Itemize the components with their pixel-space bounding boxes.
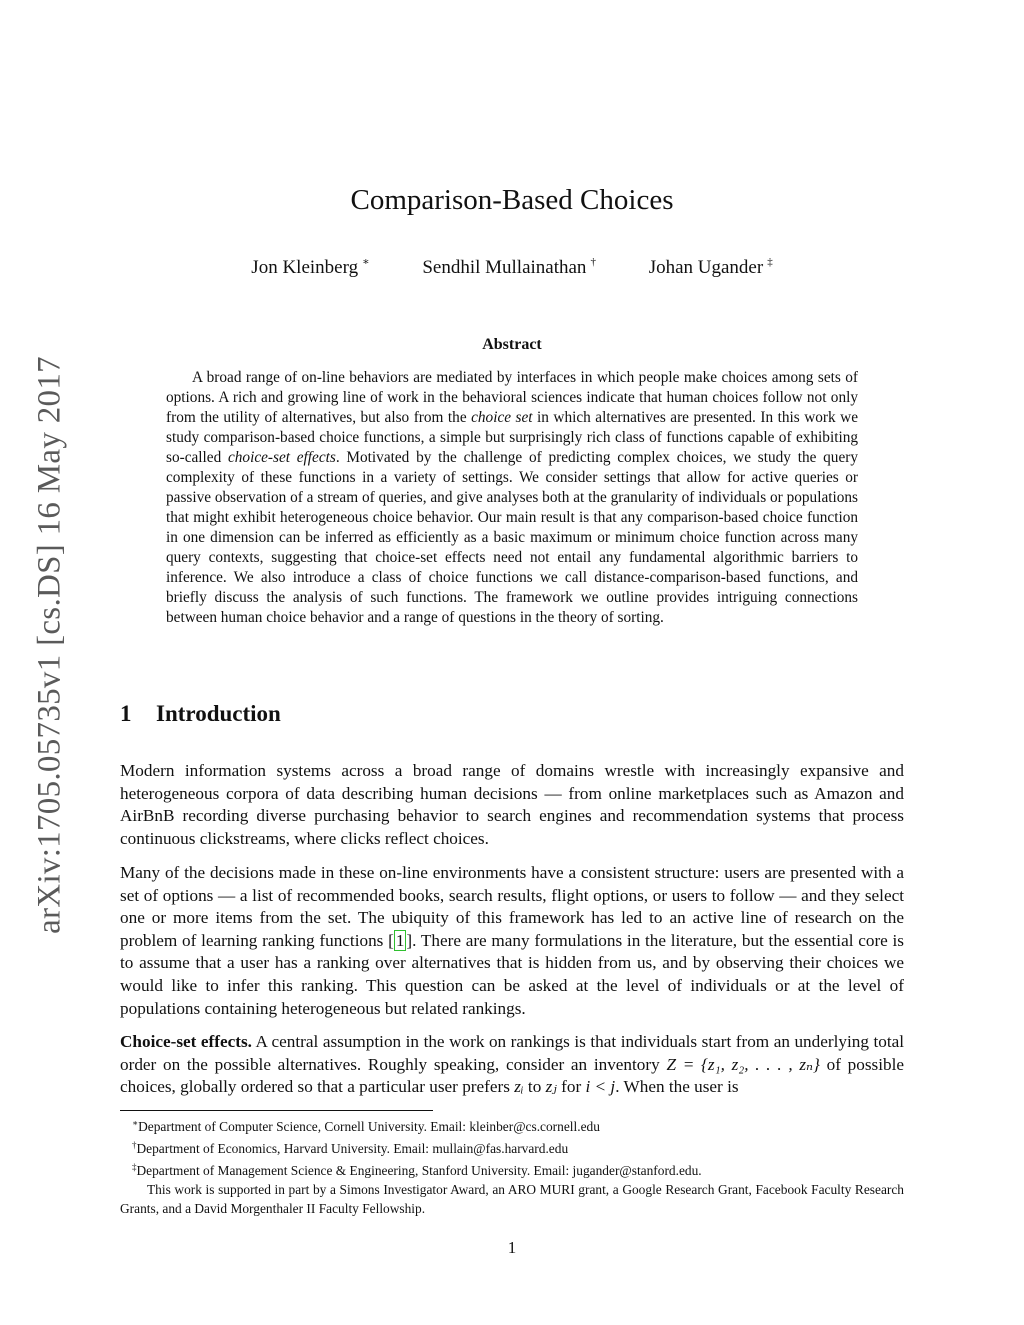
math-expression: zⱼ (545, 1077, 557, 1097)
math-expression: zᵢ (514, 1077, 524, 1097)
math-expression: Z = {z₁, z₂, . . . , zₙ} (666, 1054, 820, 1074)
abstract-segment: in which alternatives are presented. In this work we study comparison-based choice functions, a simple but surprisingly rich class of functions capable of exhibiting so-called (166, 409, 858, 466)
footnote-mark: ∗ (132, 1118, 139, 1128)
abstract-heading: Abstract (482, 336, 542, 353)
footnote (120, 1158, 904, 1180)
author-footnote-mark: ∗ (362, 256, 370, 268)
paragraph-segment: for (556, 1077, 586, 1097)
abstract-segment: A broad range of on-line behaviors are mediated by interfaces in which people make choices among sets of options. A rich and growing line of work in the behavioral sciences indicate that human choices follow not only from the utility of alternatives, but also from the (166, 369, 858, 426)
citation-link[interactable]: 1 (395, 930, 405, 950)
abstract-text (166, 368, 858, 628)
footnote-divider (120, 1110, 433, 1111)
author-footnote-mark: ‡ (767, 256, 773, 268)
footnote-mark: ‡ (132, 1162, 137, 1172)
paragraph (120, 862, 904, 1020)
paragraph-segment: . When the user is (615, 1077, 739, 1097)
author (251, 255, 369, 279)
paragraph-segment: ]. There are many formulations in the literature, but the essential core is to assume that a user has a ranking over alternatives that is hidden from us, and by observing their choices we would like to infer this ranking. This question can be asked at the level of individuals or at the level of populations containing heterogeneous but related rankings. (120, 930, 905, 1018)
funding-note: This work is supported in part by a Simons Investigator Award, an ARO MURI grant, a Google Research Grant, Facebook Faculty Research Grants, and a David Morgenthaler II Faculty Fellowship. (120, 1182, 904, 1216)
paragraph: Modern information systems across a broad range of domains wrestle with increasingly expansive and heterogeneous corpora of data describing human decisions — from online marketplaces such as Amazon and AirBnB recording diverse purchasing behavior to search engines and recommendation systems that process continuous clickstreams, where clicks reflect choices. (120, 761, 904, 848)
abstract-segment: . Motivated by the challenge of predicting complex choices, we study the query complexity of these functions in a variety of settings. We consider settings that allow for active queries or passive observation of a stream of queries, and give analyses both at the granularity of individuals or populations that might exhibit heterogeneous choice behavior. Our main result is that any comparison-based choice function in one dimension can be inferred as efficiently as a basic maximum or minimum choice function across many query contexts, suggesting that choice-set effects need not entail any fundamental algorithmic barriers to inference. We also introduce a class of choice functions we call distance-comparison-based functions, and briefly discuss the analysis of such functions. The framework we outline provides intriguing connections between human choice behavior and a range of questions in the theory of sorting. (166, 449, 858, 626)
section-title: Introduction (156, 701, 281, 726)
author-list (0, 255, 1024, 279)
paragraph-lead: Choice-set effects. (120, 1032, 252, 1051)
author-footnote-mark: † (590, 256, 596, 268)
paragraph-segment: Many of the decisions made in these on-line environments have a consistent structure: users are presented with a set of options — a list of recommended books, search results, flight options, or users to follow — and they select one or more items from the set. The ubiquity of this framework has led to an active line of research on the problem of learning ranking functions [ (120, 863, 904, 950)
paragraph-segment: A central assumption in the work on rankings is that individuals start from an underlying total order on the possible alternatives. Roughly speaking, consider an inventory (120, 1032, 905, 1074)
footnotes (120, 1114, 904, 1218)
section-heading-introduction (120, 701, 281, 727)
paragraph (120, 1031, 904, 1099)
abstract-emphasis: choice set (471, 409, 533, 426)
footnote-text: Department of Economics, Harvard University. Email: mullain@fas.harvard.edu (136, 1141, 569, 1156)
math-expression: i < j (585, 1077, 616, 1097)
footnote-text: Department of Computer Science, Cornell University. Email: kleinber@cs.cornell.edu (138, 1119, 600, 1134)
author-name: Jon Kleinberg (251, 257, 359, 278)
author (422, 256, 596, 279)
abstract-emphasis: choice-set effects (227, 449, 336, 466)
footnote-mark: † (132, 1140, 137, 1150)
paper-title: Comparison-Based Choices (350, 184, 674, 216)
arxiv-identifier: arXiv:1705.05735v1 [cs.DS] 16 May 2017 (31, 356, 68, 934)
paragraph-segment: of possible choices, globally ordered so that a particular user prefers (120, 1054, 905, 1097)
section-number: 1 (120, 701, 132, 726)
page-number: 1 (507, 1238, 517, 1257)
paragraph-segment: to (523, 1077, 546, 1097)
author-name: Johan Ugander (648, 257, 764, 278)
author-name: Sendhil Mullainathan (422, 257, 587, 278)
author (649, 256, 773, 279)
footnote (120, 1136, 904, 1158)
footnote-text: Department of Management Science & Engineering, Stanford University. Email: jugander@stanford.edu. (136, 1163, 702, 1178)
footnote (120, 1114, 904, 1136)
